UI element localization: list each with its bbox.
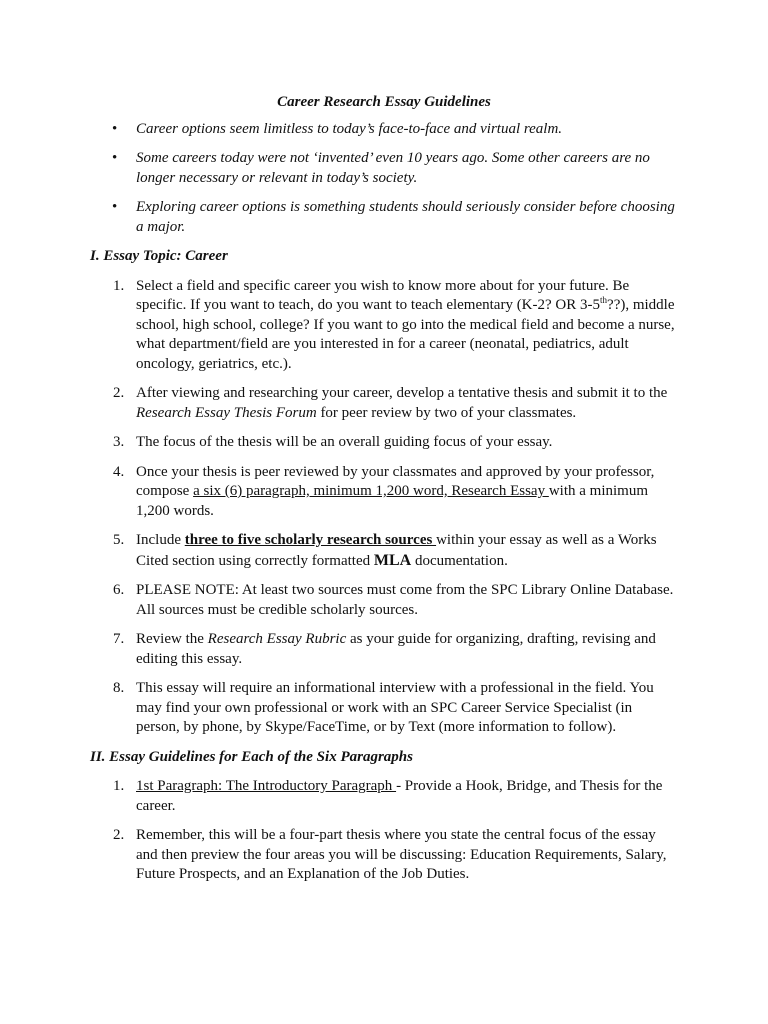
list-text: PLEASE NOTE: At least two sources must come from the SPC Library Online Database. All sources must be credible scholarly sources.	[136, 582, 674, 618]
list-number: 7.	[113, 631, 125, 647]
mla-label: MLA	[373, 551, 412, 569]
list-item	[90, 581, 678, 620]
list-text: - Provide a Hook, Bridge, and Thesis for the career.	[136, 778, 663, 814]
intro-bullet-text: Some careers today were not ‘invented’ even 10 years ago. Some other careers are no longer necessary or relevant in today’s society.	[136, 150, 650, 186]
list-number: 4.	[113, 463, 125, 480]
list-number: 8.	[113, 680, 125, 696]
list-item	[90, 433, 678, 453]
superscript-text: th	[600, 295, 608, 305]
list-item	[90, 463, 678, 522]
intro-bullet-text: Exploring career options is something students should seriously consider before choosing a major.	[136, 199, 675, 235]
rubric-name: Research Essay Rubric	[207, 631, 347, 647]
intro-bullet-item	[90, 149, 678, 188]
section-heading-essay-topic: I. Essay Topic: Career	[90, 248, 228, 264]
list-number: 1.	[113, 778, 125, 794]
paragraph-label: 1st Paragraph: The Introductory Paragraph	[136, 778, 397, 794]
list-text: for peer review by two of your classmates.	[316, 404, 577, 421]
list-item	[90, 531, 678, 571]
list-number: 2.	[113, 385, 125, 401]
sources-requirement: three to five scholarly research sources	[184, 532, 437, 548]
bullet-icon: •	[112, 199, 118, 215]
list-text: Review the	[136, 631, 208, 647]
list-text: The focus of the thesis will be an overall guiding focus of your essay.	[136, 434, 553, 450]
list-item	[90, 630, 678, 669]
list-number: 2.	[113, 827, 125, 843]
document-title: Career Research Essay Guidelines	[277, 94, 491, 110]
bullet-icon: •	[112, 150, 118, 166]
list-item	[90, 277, 678, 375]
list-item	[90, 777, 678, 816]
forum-name: Research Essay Thesis Forum	[136, 404, 317, 421]
list-text: as your guide for organizing, drafting, revising and editing this essay.	[136, 631, 656, 667]
list-text: This essay will require an informational interview with a professional in the field. You may find your own professional or work with an SPC Career Service Specialist (in person, by phone, by Skype/FaceTime, or by Text (more information to follow).	[136, 680, 654, 735]
paragraph-guidelines-list	[90, 777, 678, 885]
list-item	[90, 679, 678, 738]
list-item	[90, 826, 678, 885]
list-text: ??), middle school, high school, college? If you want to go into the medical field and become a nurse, what department/field are you interested in for a career (neonatal, pediatrics, adult oncology, geriatrics, etc.).	[136, 297, 675, 372]
intro-bullet-list	[90, 120, 678, 238]
section-heading-six-paragraphs: II. Essay Guidelines for Each of the Six Paragraphs	[90, 748, 413, 765]
list-text: Remember, this will be a four-part thesis where you state the central focus of the essay and then preview the four areas you will be discussing: Education Requirements, Salary, Future Prospects, and an Explanation of the Job Duties.	[136, 827, 667, 882]
essay-topic-list	[90, 277, 678, 738]
list-number: 6.	[113, 582, 125, 598]
list-item	[90, 384, 678, 423]
list-text: with a minimum 1,200 words.	[136, 483, 648, 519]
list-text: documentation.	[411, 552, 508, 569]
bullet-icon: •	[112, 120, 118, 137]
essay-requirement: a six (6) paragraph, minimum 1,200 word, Research Essay	[193, 483, 549, 499]
list-text: After viewing and researching your career, develop a tentative thesis and submit it to the	[136, 385, 668, 401]
list-text: Once your thesis is peer reviewed by your classmates and approved by your professor, compose	[136, 463, 655, 499]
list-number: 3.	[113, 434, 125, 450]
list-text: Include	[136, 532, 185, 548]
list-text: Select a field and specific career you wish to know more about for your future. Be specific. If you want to teach, do you want to teach elementary (K-2? OR 3-5	[136, 277, 630, 313]
list-text: within your essay as well as a Works Cited section using correctly formatted	[136, 532, 657, 569]
intro-bullet-item	[90, 198, 678, 237]
list-number: 1.	[113, 277, 125, 294]
intro-bullet-item	[90, 120, 678, 140]
intro-bullet-text: Career options seem limitless to today’s face-to-face and virtual realm.	[136, 120, 563, 137]
list-number: 5.	[113, 532, 125, 548]
